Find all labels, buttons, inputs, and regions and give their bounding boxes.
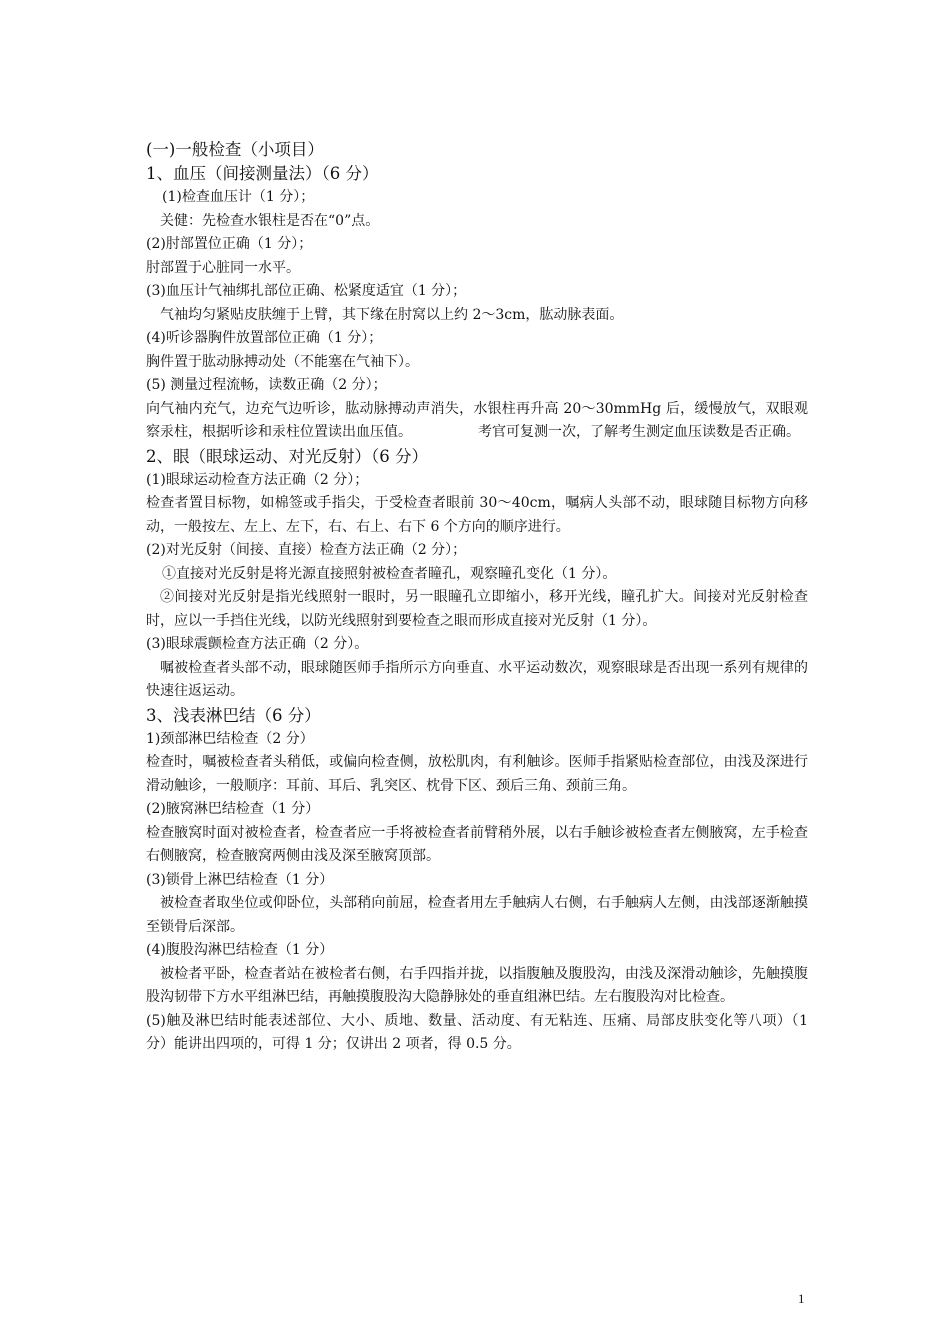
heading-eye: 2、眼（眼球运动、对光反射）（6 分） xyxy=(146,446,428,466)
item: 1)颈部淋巴结检查（2 分） xyxy=(146,730,314,747)
item: (3)锁骨上淋巴结检查（1 分） xyxy=(146,871,334,888)
item: (2)对光反射（间接、直接）检查方法正确（2 分）； xyxy=(146,542,467,558)
page-number: 1 xyxy=(798,1291,805,1306)
item-detail: 检查时，嘱被检查者头稍低，或偏向检查侧，放松肌肉，有利触诊。医师手指紧贴检查部位，由浅及深进行滑动触诊，一般顺序：耳前、耳后、乳突区、枕骨下区、颈后三角、颈前三角。 xyxy=(146,754,808,794)
item-detail: 检查者置目标物，如棉签或手指尖，于受检查者眼前 30～40cm，嘱病人头部不动，眼球随目标物方向移动，一般按左、左上、左下，右、右上、右下 6 个方向的顺序进行。 xyxy=(146,495,808,535)
item-detail: 胸件置于肱动脉搏动处（不能塞在气袖下）。 xyxy=(146,353,419,370)
item-detail: 被检者平卧，检查者站在被检者右侧，右手四指并拢，以指腹触及腹股沟，由浅及深滑动触诊，先触摸腹股沟韧带下方水平组淋巴结，再触摸腹股沟大隐静脉处的垂直组淋巴结。左右腹股沟对比检查。 xyxy=(146,965,808,1005)
item: (1)眼球运动检查方法正确（2 分）； xyxy=(146,471,369,488)
item-detail: ①直接对光反射是将光源直接照射被检查者瞳孔，观察瞳孔变化（1 分）。 xyxy=(162,565,617,582)
item: (5) 测量过程流畅，读数正确（2 分）； xyxy=(146,377,387,393)
item: (2)腋窝淋巴结检查（1 分） xyxy=(146,801,320,817)
item-detail: ②间接对光反射是指光线照射一眼时，另一眼瞳孔立即缩小，移开光线，瞳孔扩大。间接对光反射检查时，应以一手挡住光线，以防光线照射到要检查之眼而形成直接对光反射（1 分）。 xyxy=(146,589,808,629)
section-title: (一)一般检查（小项目） xyxy=(146,140,324,159)
item: (1)检查血压计（1 分）； xyxy=(162,189,315,205)
item-detail: 嘱被检查者头部不动，眼球随医师手指所示方向垂直、水平运动数次，观察眼球是否出现一系列有规律的快速往返运动。 xyxy=(146,659,808,699)
item-detail: 关健：先检查水银柱是否在“0”点。 xyxy=(160,212,380,229)
item-detail xyxy=(146,398,808,445)
item: (4)腹股沟淋巴结检查（1 分） xyxy=(146,942,334,958)
item: (4)听诊器胸件放置部位正确（1 分）； xyxy=(146,330,383,346)
item-detail: 肘部置于心脏同一水平。 xyxy=(146,259,300,276)
heading-blood-pressure: 1、血压（间接测量法）（6 分） xyxy=(146,164,379,183)
item: (3)眼球震颤检查方法正确（2 分）。 xyxy=(146,636,369,652)
item: (2)肘部置位正确（1 分）； xyxy=(146,236,313,252)
item-detail: 气袖均匀紧贴皮肤缠于上臂，其下缘在肘窝以上约 2～3cm，肱动脉表面。 xyxy=(160,306,624,323)
item-detail: 检查腋窝时面对被检查者，检查者应一手将被检查者前臂稍外展，以右手触诊被检查者左侧腋窝，左手检查右侧腋窝，检查腋窝两侧由浅及深至腋窝顶部。 xyxy=(146,824,808,864)
item-detail-text: 向气袖内充气，边充气边听诊，肱动脉搏动声消失，水银柱再升高 20～30mmHg 后，缓慢放气，双眼观察汞柱，根据听诊和汞柱位置读出血压值。 xyxy=(146,400,808,440)
document-body xyxy=(146,138,808,1057)
item-detail: 被检查者取坐位或仰卧位，头部稍向前屈，检查者用左手触病人右侧，右手触病人左侧，由浅部逐渐触摸至锁骨后深部。 xyxy=(146,895,808,935)
item: (5)触及淋巴结时能表述部位、大小、质地、数量、活动度、有无粘连、压痛、局部皮肤变化等八项）（1 分）能讲出四项的，可得 1 分；仅讲出 2 项者，得 0.5 分。 xyxy=(146,1012,808,1052)
item: (3)血压计气袖绑扎部位正确、松紧度适宜（1 分）； xyxy=(146,283,467,299)
examiner-note: 考官可复测一次，了解考生测定血压读数是否正确。 xyxy=(478,424,800,440)
heading-lymph-nodes: 3、浅表淋巴结（6 分） xyxy=(146,705,321,725)
